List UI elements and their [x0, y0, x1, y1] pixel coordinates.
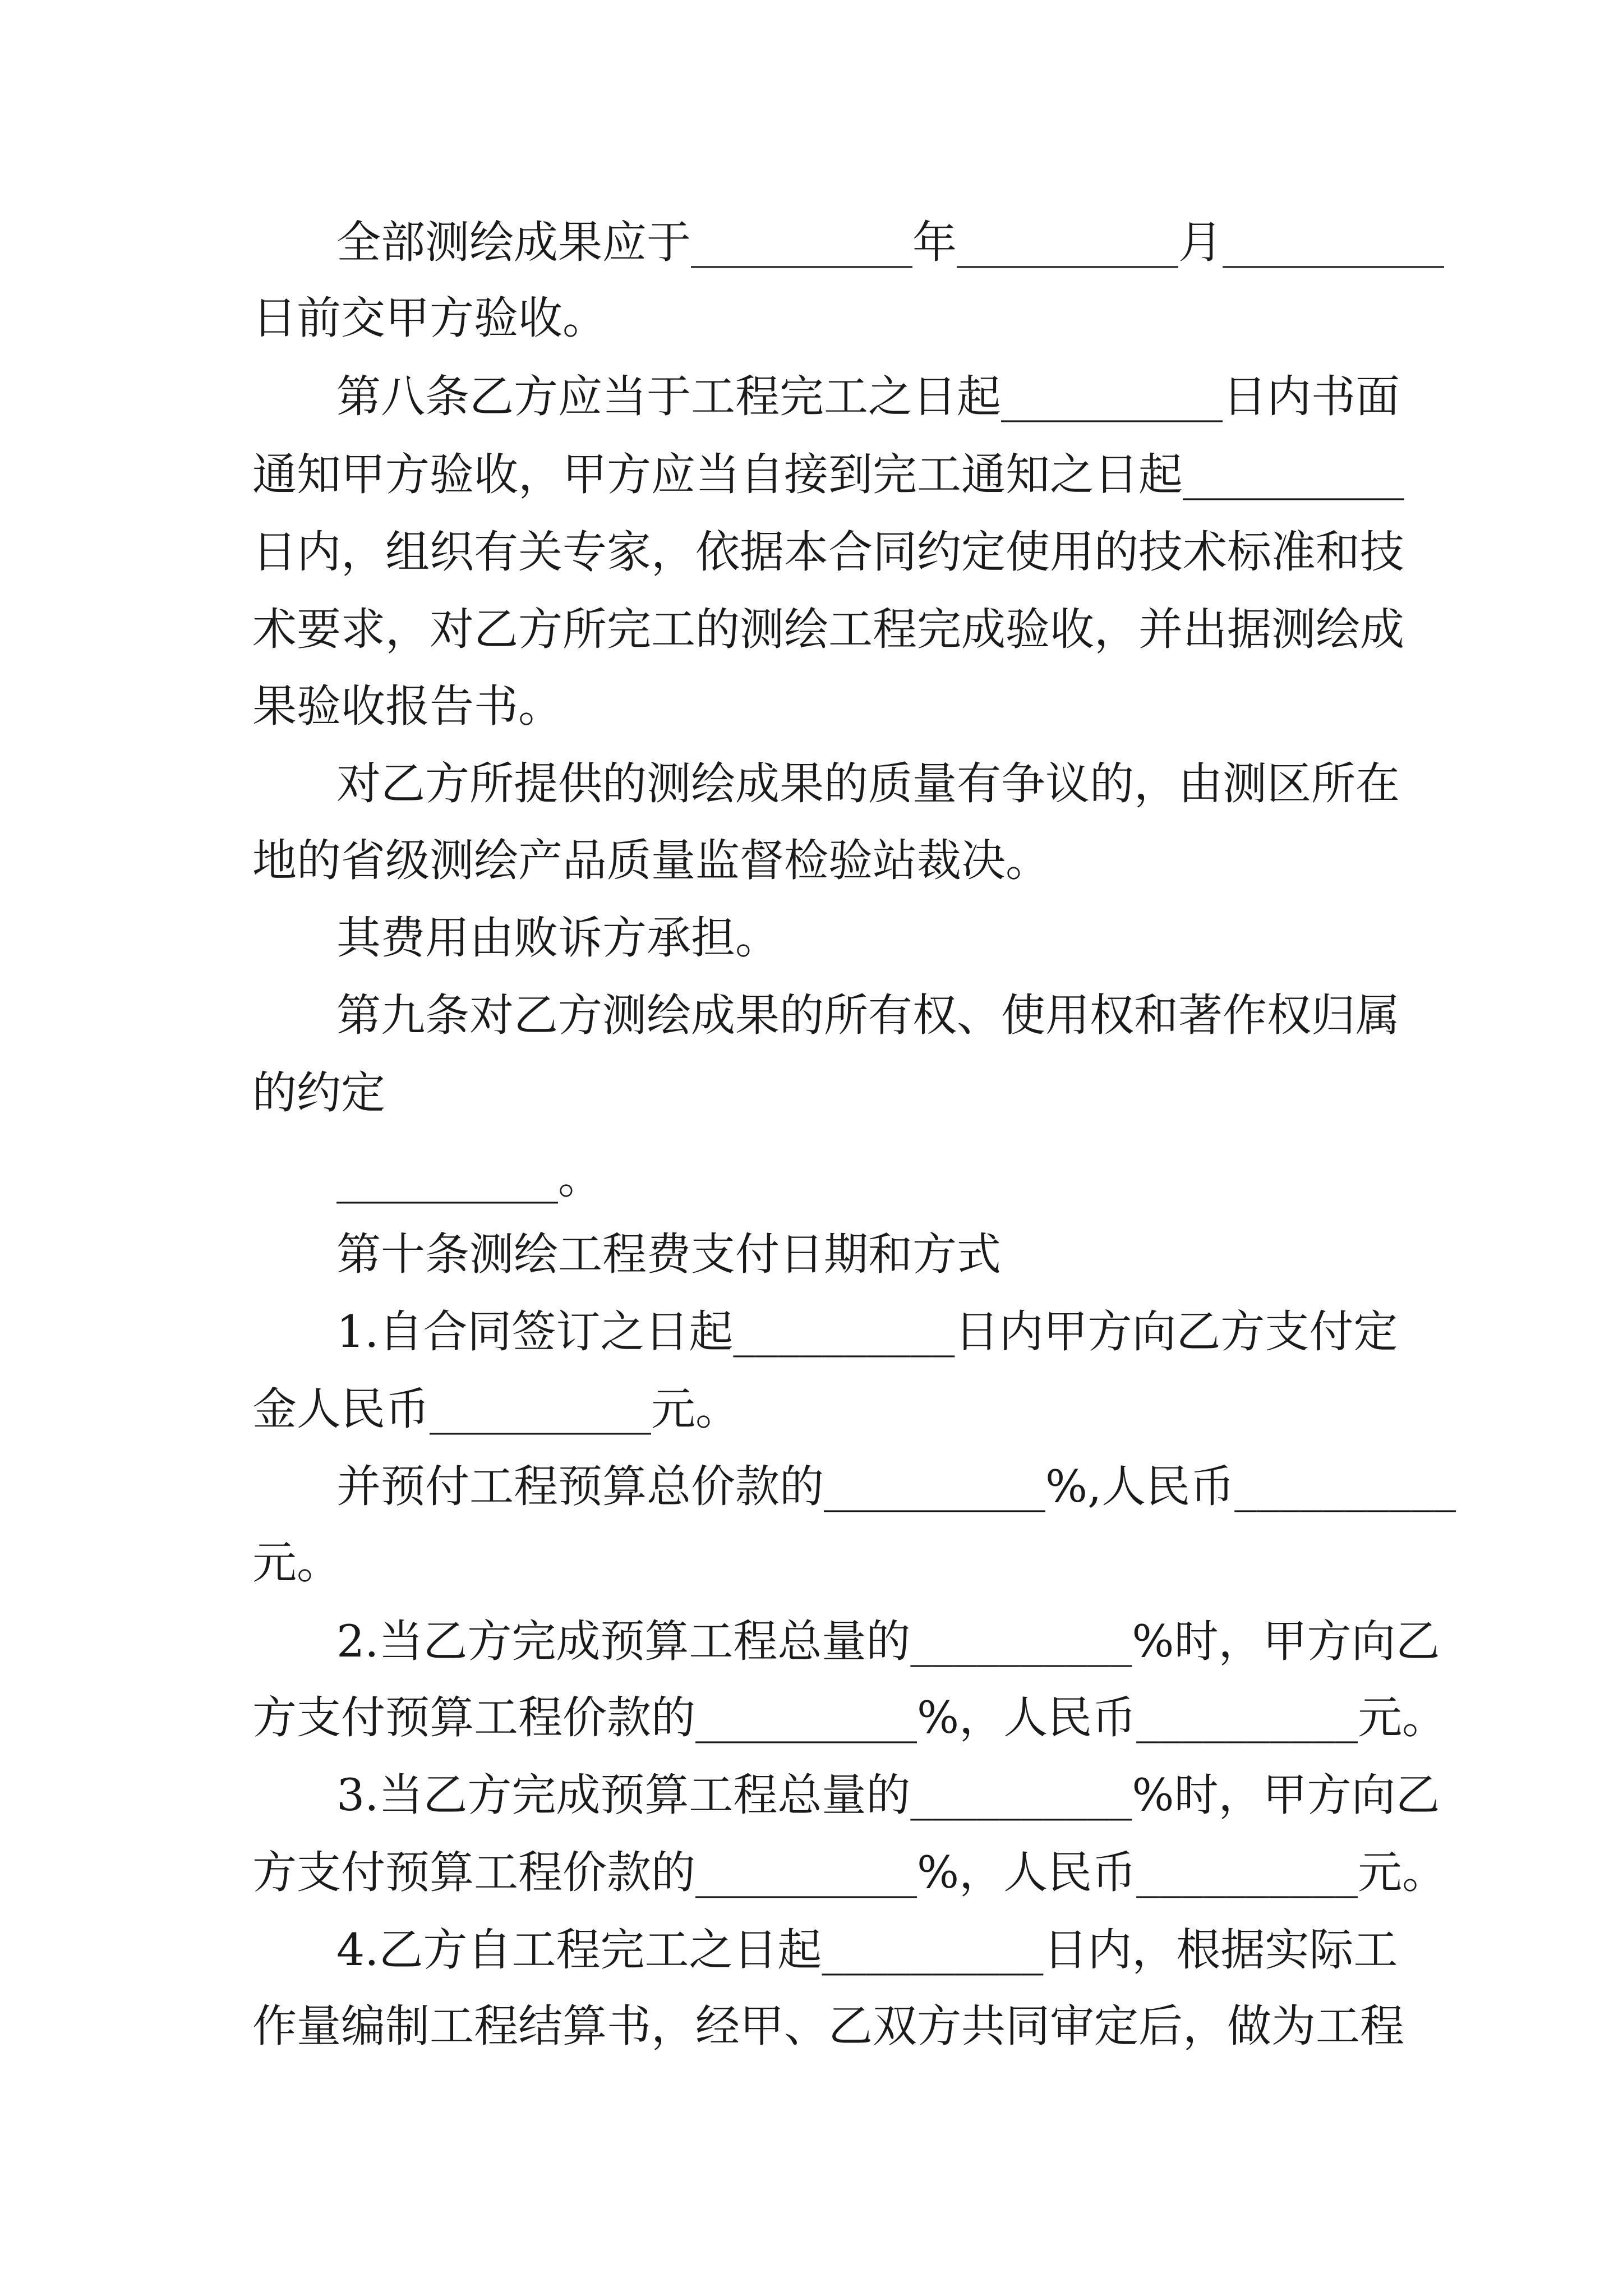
- text-line: 地的省级测绘产品质量监督检验站裁决。: [252, 835, 1050, 886]
- text-line: 方支付预算工程价款的__________%，人民币__________元。: [252, 1847, 1447, 1898]
- text-line: 全部测绘成果应于__________年__________月__________: [336, 217, 1444, 268]
- text-line: 对乙方所提供的测绘成果的质量有争议的，由测区所在: [336, 758, 1400, 809]
- text-line: 日前交甲方验收。: [252, 292, 607, 344]
- text-line: 的约定: [252, 1067, 385, 1119]
- text-line: 第九条对乙方测绘成果的所有权、使用权和著作权归属: [336, 990, 1400, 1041]
- text-line: 第十条测绘工程费支付日期和方式: [336, 1228, 1001, 1280]
- text-line: 4.乙方自工程完工之日起__________日内，根据实际工: [336, 1924, 1398, 1976]
- text-line: 通知甲方验收，甲方应当自接到完工通知之日起__________: [252, 449, 1404, 500]
- text-line: 3.当乙方完成预算工程总量的__________%时，甲方向乙: [336, 1769, 1440, 1821]
- text-line: __________。: [336, 1152, 602, 1204]
- text-line: 并预付工程预算总价款的__________%,人民币__________: [336, 1461, 1456, 1512]
- text-line: 方支付预算工程价款的__________%，人民币__________元。: [252, 1692, 1447, 1743]
- text-line: 2.当乙方完成预算工程总量的__________%时，甲方向乙: [336, 1616, 1440, 1667]
- text-line: 日内，组织有关专家，依据本合同约定使用的技术标准和技: [252, 526, 1404, 578]
- text-line: 果验收报告书。: [252, 680, 562, 732]
- text-line: 元。: [252, 1537, 341, 1589]
- text-line: 术要求，对乙方所完工的测绘工程完成验收，并出据测绘成: [252, 604, 1404, 655]
- text-line: 1.自合同签订之日起__________日内甲方向乙方支付定: [336, 1306, 1398, 1358]
- text-line: 其费用由败诉方承担。: [336, 912, 780, 964]
- text-line: 作量编制工程结算书，经甲、乙双方共同审定后，做为工程: [252, 2000, 1404, 2052]
- text-line: 金人民币__________元。: [252, 1383, 740, 1435]
- text-line: 第八条乙方应当于工程完工之日起__________日内书面: [336, 371, 1400, 422]
